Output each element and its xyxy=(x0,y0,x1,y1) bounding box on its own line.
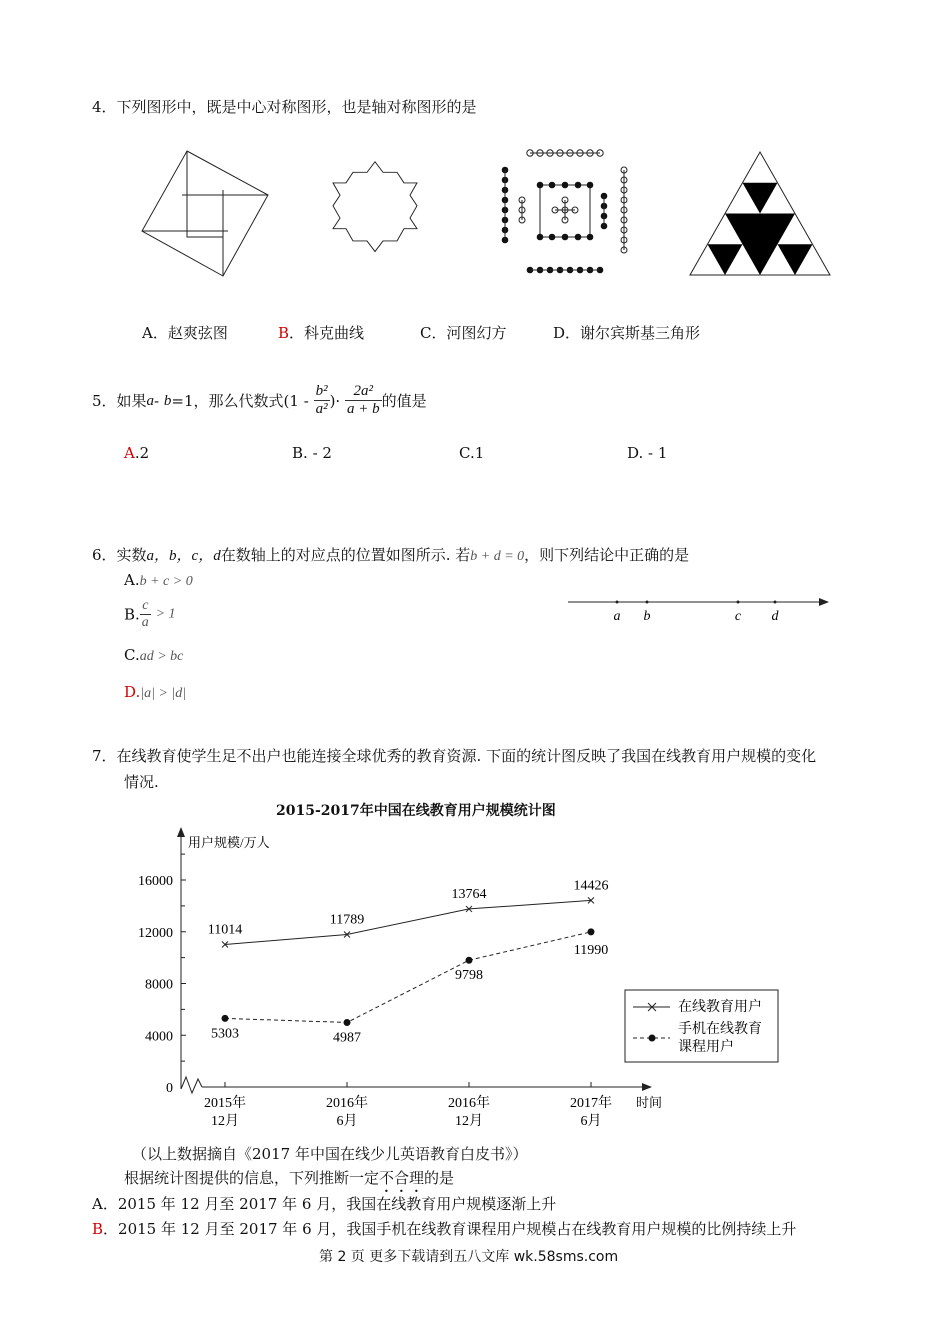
q4-stem: 4．下列图形中，既是中心对称图形，也是轴对称图形的是 xyxy=(92,98,477,116)
q7-stem-line2: 情况. xyxy=(124,773,159,791)
q7-ask-prefix: 根据统计图提供的信息，下列推断一定 xyxy=(124,1169,380,1187)
point-c xyxy=(737,601,740,604)
y-tick-label: 4000 xyxy=(145,1029,173,1045)
x-tick-label: 2015年 xyxy=(204,1096,246,1111)
option-math: ad > bc xyxy=(139,649,184,664)
series-online-line xyxy=(225,900,591,944)
q6-condition: b + d = 0 xyxy=(470,549,525,564)
q4-option-a[interactable] xyxy=(142,322,228,343)
q5-minus: - xyxy=(154,391,160,410)
y-tick-label: 8000 xyxy=(145,977,173,993)
data-point-dot xyxy=(466,957,473,964)
number-line-arrow xyxy=(819,598,829,606)
hetu-figure xyxy=(502,150,627,273)
q6-vars: a，b，c，d xyxy=(146,548,221,564)
frac-denominator: a² xyxy=(315,401,328,418)
sierpinski-figure xyxy=(690,152,830,275)
label-d: d xyxy=(771,609,779,624)
q5-suffix: 的值是 xyxy=(381,391,427,410)
q5-eq: =1 xyxy=(171,391,194,410)
legend-label-2: 手机在线教育 xyxy=(678,1022,762,1037)
frac-numerator: b² xyxy=(314,383,330,401)
x-tick-label: 2017年 xyxy=(570,1096,612,1111)
q5-close: ) xyxy=(329,391,336,410)
data-point-dot xyxy=(588,928,595,935)
data-label: 11990 xyxy=(573,942,609,958)
page-footer: 第 2 页 更多下载请到五八文库 wk.58sms.com xyxy=(319,1249,619,1265)
option-letter: C xyxy=(459,444,470,462)
option-text: ．2015 年 12 月至 2017 年 6 月，我国在线教育用户规模逐渐上升 xyxy=(102,1195,557,1213)
q5-option-d[interactable] xyxy=(627,444,667,462)
label-a: a xyxy=(613,609,621,624)
option-letter: A. xyxy=(124,571,140,589)
option-letter: D xyxy=(627,444,639,462)
label-c: c xyxy=(734,609,742,624)
legend-label-1: 在线教育用户 xyxy=(678,1000,762,1015)
option-letter: B xyxy=(292,444,304,462)
frac-denominator: a + b xyxy=(346,401,380,418)
option-letter: B xyxy=(92,1220,104,1238)
q7-stem-line1: 7．在线教育使学生足不出户也能连接全球优秀的教育资源. 下面的统计图反映了我国在线教育用户规模的变化 xyxy=(92,747,817,765)
series-mobile-line xyxy=(225,932,591,1023)
option-letter: A xyxy=(142,324,153,342)
x-axis-label: 时间 xyxy=(636,1095,663,1110)
option-letter: B xyxy=(278,324,290,342)
data-label: 14426 xyxy=(573,878,609,894)
y-tick-label: 12000 xyxy=(138,925,173,941)
data-label: 9798 xyxy=(455,968,483,984)
q4-figures xyxy=(135,145,855,285)
q6-option-c[interactable] xyxy=(124,646,183,665)
q4-option-c[interactable] xyxy=(420,322,507,343)
q7-option-a[interactable] xyxy=(92,1193,556,1214)
axis-break xyxy=(181,1077,202,1093)
option-text: . - 2 xyxy=(303,444,332,462)
zhao-shuang-figure xyxy=(142,151,268,276)
x-axis-arrow xyxy=(642,1083,652,1091)
x-tick-label: 6月 xyxy=(580,1114,602,1129)
option-math: b + c > 0 xyxy=(139,574,193,589)
q6-option-b[interactable] xyxy=(124,598,176,631)
q5-option-c[interactable] xyxy=(459,444,484,462)
q5-option-b[interactable] xyxy=(292,444,332,462)
number-line xyxy=(565,590,835,630)
point-b xyxy=(646,601,649,604)
q5-open: (1 - xyxy=(283,391,309,410)
data-label: 13764 xyxy=(451,886,487,902)
q7-ask-suffix: 的是 xyxy=(424,1169,455,1187)
option-text: ．赵爽弦图 xyxy=(152,324,228,342)
option-letter: C xyxy=(420,324,432,342)
q6-suffix: ，则下列结论中正确的是 xyxy=(524,546,690,564)
point-a xyxy=(616,601,619,604)
q7-ask xyxy=(124,1167,454,1196)
option-text: ．河图幻方 xyxy=(431,324,507,342)
option-math: |a| > |d| xyxy=(140,686,187,701)
option-letter: B. xyxy=(124,605,140,624)
q5-option-a[interactable] xyxy=(124,444,149,462)
x-tick-label: 2016年 xyxy=(448,1096,490,1111)
q6-prefix: 6．实数 xyxy=(92,546,147,564)
y-tick-label: 0 xyxy=(166,1081,173,1096)
option-letter: C. xyxy=(124,646,140,664)
q6-option-a[interactable] xyxy=(124,571,193,590)
data-label: 11014 xyxy=(207,922,243,938)
q5-stem xyxy=(92,383,427,419)
x-tick-label: 12月 xyxy=(211,1114,239,1129)
q6-mid: 在数轴上的对应点的位置如图所示. 若 xyxy=(220,546,471,564)
q5-var-b: b xyxy=(163,392,172,409)
data-label: 5303 xyxy=(211,1026,239,1042)
q5-dot: · xyxy=(335,391,341,410)
y-axis-label: 用户规模/万人 xyxy=(188,835,270,850)
option-letter: A xyxy=(124,444,135,462)
option-letter: D xyxy=(553,324,566,342)
x-tick-label: 6月 xyxy=(336,1114,358,1129)
option-fraction xyxy=(140,598,151,631)
data-point-dot xyxy=(222,1015,229,1022)
q7-source: （以上数据摘自《2017 年中国在线少儿英语教育白皮书》） xyxy=(132,1145,528,1163)
option-text: ．科克曲线 xyxy=(289,324,365,342)
frac-numerator: 2a² xyxy=(345,383,382,401)
data-point-dot xyxy=(344,1019,351,1026)
option-letter: A xyxy=(92,1195,103,1213)
line-chart xyxy=(130,825,790,1135)
q6-option-d[interactable] xyxy=(124,683,186,702)
frac-numerator: c xyxy=(140,598,151,615)
y-axis-arrow xyxy=(177,827,185,837)
q5-fraction-2 xyxy=(345,383,382,419)
q6-stem xyxy=(92,544,689,565)
data-label: 4987 xyxy=(333,1030,361,1046)
x-tick-label: 12月 xyxy=(455,1114,483,1129)
option-text: . - 1 xyxy=(638,444,668,462)
option-text: .1 xyxy=(469,444,485,462)
x-tick-label: 2016年 xyxy=(326,1096,368,1111)
label-b: b xyxy=(643,609,651,624)
option-text: ．2015 年 12 月至 2017 年 6 月，我国手机在线教育课程用户规模占在线教育用户规模的比例持续上升 xyxy=(103,1220,797,1238)
q5-prefix: 5．如果 xyxy=(92,391,147,410)
frac-denominator: a xyxy=(141,615,149,631)
q4-option-d[interactable] xyxy=(553,322,700,343)
option-letter: D. xyxy=(124,683,141,701)
q5-mid: ，那么代数式 xyxy=(193,391,284,410)
option-text: ．谢尔宾斯基三角形 xyxy=(565,324,701,342)
q4-option-b[interactable] xyxy=(278,322,364,343)
q5-fraction-1 xyxy=(314,383,330,419)
data-label: 11789 xyxy=(329,912,365,928)
q7-ask-emphasis: 不合理 xyxy=(379,1169,425,1187)
q7-option-b[interactable] xyxy=(92,1218,796,1239)
y-tick-label: 16000 xyxy=(138,874,173,889)
option-text: .2 xyxy=(134,444,150,462)
option-math: > 1 xyxy=(155,606,176,622)
legend-dot-marker xyxy=(649,1035,656,1042)
legend-label-3: 课程用户 xyxy=(678,1040,734,1055)
point-d xyxy=(774,601,777,604)
koch-snowflake-figure xyxy=(333,162,417,252)
q5-var-a: a xyxy=(146,392,155,409)
chart-title: 2015-2017年中国在线教育用户规模统计图 xyxy=(276,803,556,819)
